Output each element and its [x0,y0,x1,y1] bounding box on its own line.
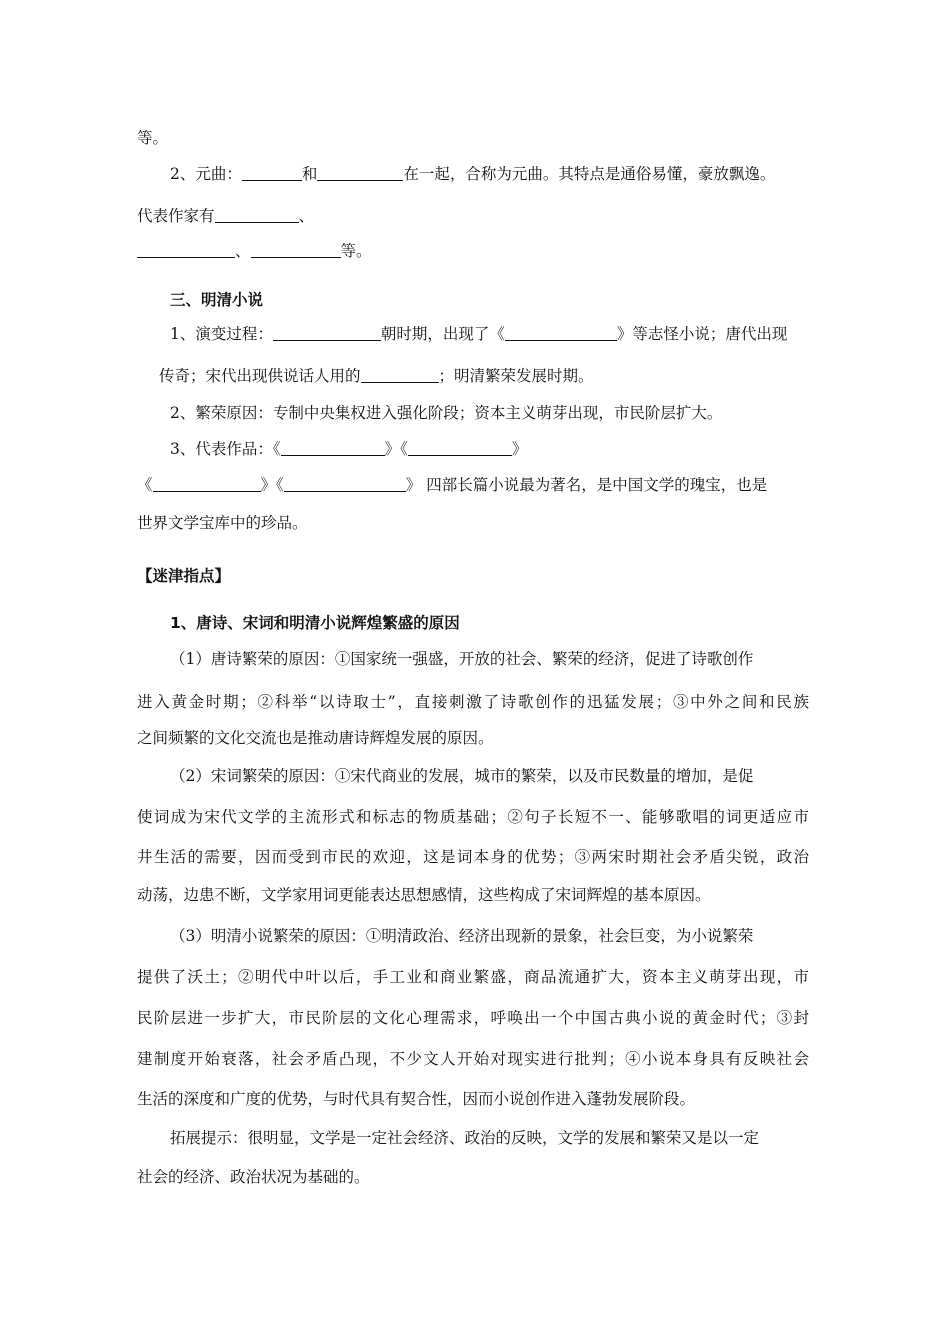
fill-blank[interactable] [242,164,302,181]
yuanqu-desc: 在一起，合称为元曲。其特点是通俗易懂，豪放飘逸。 [403,165,776,183]
tang-reason-line-2 [137,691,809,713]
song-reason-line-1: （2）宋词繁荣的原因：①宋代商业的发展，城市的繁荣，以及市民数量的增加，是促 [170,767,754,785]
guide-title: 【迷津指点】 [137,567,231,585]
mingqing-reason-line-2 [137,966,809,988]
fill-blank[interactable] [505,324,617,341]
mingqing-text: 提供了沃土；②明代中叶以后，手工业和商业繁盛，商品流通扩大，资本主义萌芽出现，市 [137,968,809,986]
tang-reason-line-3: 之间频繁的文化交流也是推动唐诗辉煌发展的原因。 [137,729,494,747]
evolution-line [170,323,787,345]
fill-blank[interactable] [408,439,512,456]
works-label: 3、代表作品：《 [170,440,281,458]
text-sep: 、 [235,242,251,260]
text-sep: 、 [298,207,315,225]
works-desc: 》 四部长篇小说最为著名，是中国文学的瑰宝，也是 [405,476,768,494]
fill-blank[interactable] [273,324,381,341]
mingqing-text: 民阶层进一步扩大，市民阶层的文化心理需求，呼唤出一个中国古典小说的黄金时代；③封 [137,1009,809,1027]
mingqing-reason-line-3 [137,1007,809,1029]
prosperity-reason-line: 2、繁荣原因：专制中央集权进入强化阶段；资本主义萌芽出现，市民阶层扩大。 [170,404,723,422]
evolution-text-4: ；明清繁荣发展时期。 [438,367,594,385]
song-reason-line-3 [137,846,809,868]
fill-blank[interactable] [361,366,439,383]
text-he: 和 [301,165,318,183]
fill-blank[interactable] [281,439,385,456]
yuanqu-authors-line-2 [137,240,372,262]
fill-blank[interactable] [153,475,261,492]
evolution-text-2: 》等志怪小说；唐代出现 [616,325,788,343]
song-text: 使词成为宋代文学的主流形式和标志的物质基础；②句子长短不一、能够歌唱的词更适应市 [137,808,809,826]
song-reason-line-4: 动荡，边患不断，文学家用词更能表达思想感情，这些构成了宋词辉煌的基本原因。 [137,886,711,904]
text-bracket: 》《 [384,440,408,458]
mingqing-reason-line-4 [137,1048,809,1070]
text-deng: 等。 [137,129,169,147]
song-reason-line-2 [137,806,809,828]
tang-reason-line-1: （1）唐诗繁荣的原因：①国家统一强盛，开放的社会、繁荣的经济，促进了诗歌创作 [170,650,754,668]
fill-blank[interactable] [251,241,341,258]
mingqing-reason-line-5: 生活的深度和广度的优势，与时代具有契合性，因而小说创作进入蓬勃发展阶段。 [137,1090,696,1108]
text-bracket: 《 [137,476,153,494]
text-bracket: 》《 [260,476,284,494]
song-text: 井生活的需要，因而受到市民的欢迎，这是词本身的优势；③两宋时期社会矛盾尖锐，政治 [137,848,809,866]
mingqing-reason-line-1: （3）明清小说繁荣的原因：①明清政治、经济出现新的景象，社会巨变，为小说繁荣 [170,927,754,945]
evolution-line-2 [159,365,594,387]
evolution-text-3: 传奇；宋代出现供说话人用的 [159,367,361,385]
authors-label: 代表作家有 [137,207,215,225]
guide-subtitle: 1、唐诗、宋词和明清小说辉煌繁盛的原因 [170,614,460,632]
mingqing-text: 建制度开始衰落，社会矛盾凸现，不少文人开始对现实进行批判；④小说本身具有反映社会 [137,1050,809,1068]
tang-text: 进入黄金时期；②科举“以诗取士”，直接刺激了诗歌创作的迅猛发展；③中外之间和民族 [137,693,809,711]
works-line-2 [137,474,767,496]
fill-blank[interactable] [284,475,406,492]
yuanqu-line [170,163,775,185]
fill-blank[interactable] [137,241,235,258]
section-title-mingqing: 三、明清小说 [170,291,264,309]
works-line [170,438,527,460]
evolution-text: 朝时期，出现了《 [380,325,505,343]
paragraph-continuation [137,127,168,149]
extension-tip-line-1: 拓展提示：很明显，文学是一定社会经济、政治的反映，文学的发展和繁荣又是以一定 [170,1129,760,1147]
extension-tip-line-2: 社会的经济、政治状况为基础的。 [137,1168,370,1186]
text-bracket: 》 [511,440,528,458]
yuanqu-label: 2、元曲： [170,165,242,183]
fill-blank[interactable] [317,164,403,181]
evolution-label: 1、演变过程： [170,325,273,343]
fill-blank[interactable] [215,206,299,223]
text-deng: 等。 [340,242,372,260]
yuanqu-authors-line [137,205,314,227]
works-line-3: 世界文学宝库中的珍品。 [137,514,308,532]
